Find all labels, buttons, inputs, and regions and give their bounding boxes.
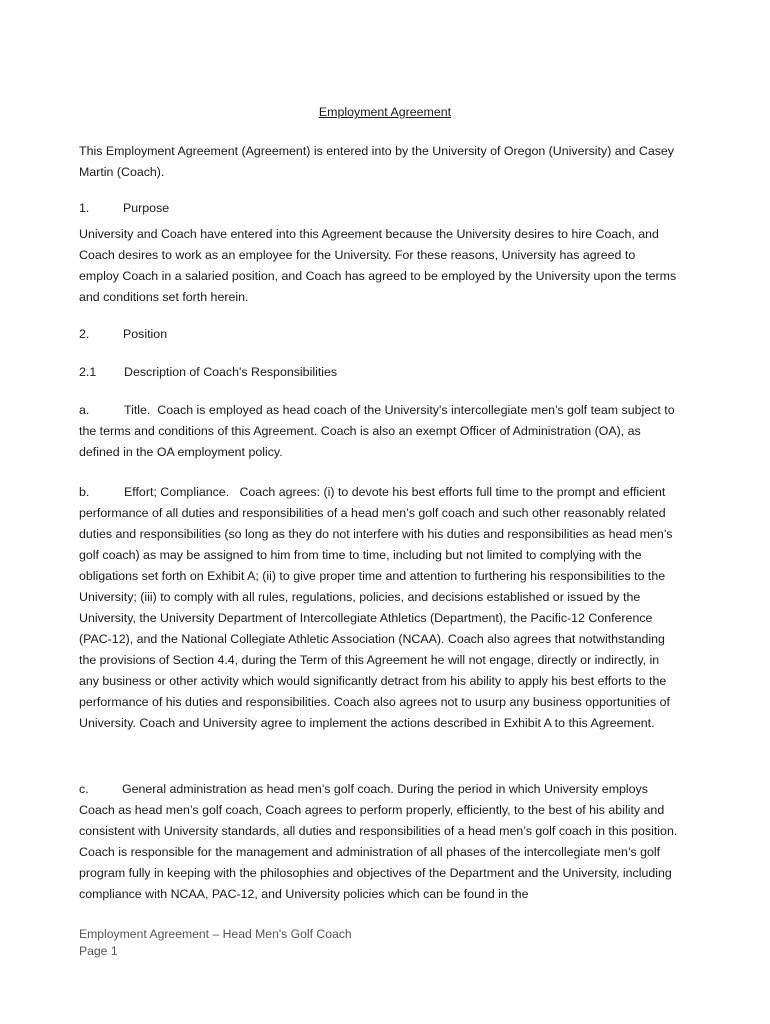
section-number: 2.	[79, 327, 90, 341]
intro-paragraph: This Employment Agreement (Agreement) is entered into by the University of Oregon (University) and Casey Martin (Coach).	[79, 144, 675, 179]
item-text: Coach is employed as head coach of the University's intercollegiate men’s golf team subject to the terms and conditions of this Agreement. Coach is also an exempt Officer of Administration (OA), as defined in the OA employment policy.	[79, 403, 675, 459]
item-label: a.	[79, 403, 90, 417]
item-heading: Effort; Compliance.	[124, 485, 230, 499]
document-title: Employment Agreement	[318, 105, 452, 119]
section-2-heading	[79, 324, 679, 345]
section-number: 2.1	[79, 365, 97, 379]
paragraph-b	[79, 482, 679, 734]
item-label: c.	[79, 782, 89, 796]
section-heading-text: Purpose	[123, 201, 170, 215]
section-2-1-heading	[79, 362, 679, 383]
section-1-heading	[79, 198, 679, 219]
page-number: Page 1	[79, 944, 118, 958]
section-number: 1.	[79, 201, 90, 215]
item-text: Coach agrees: (i) to devote his best efforts full time to the prompt and efficient performance of all duties and responsibilities of a head men’s golf coach and such other reasonably related duties and responsibilities (so long as they do not interfere with his duties and responsibilities as head men’s golf coach) as may be assigned to him from time to time, including but not limited to complying with the obligations set forth on Exhibit A; (ii) to give proper time and attention to furthering his responsibilities to the University; (iii) to comply with all rules, regulations, policies, and decisions established or issued by the University, the University Department of Intercollegiate Athletics (Department), the Pacific-12 Conference (PAC-12), and the National Collegiate Athletic Association (NCAA). Coach also agrees that notwithstanding the provisions of Section 4.4, during the Term of this Agreement he will not engage, directly or indirectly, in any business or other activity which would significantly detract from his ability to apply his best efforts to the performance of his duties and responsibilities. Coach also agrees not to usurp any business opportunities of University. Coach and University agree to implement the actions described in Exhibit A to this Agreement.	[79, 485, 673, 730]
item-heading: Title.	[124, 403, 151, 417]
section-1-paragraph: University and Coach have entered into this Agreement because the University desires to hire Coach, and Coach desires to work as an employee for the University. For these reasons, University has agreed to employ Coach in a salaried position, and Coach has agreed to be employed by the University upon the terms and conditions set forth herein.	[79, 227, 677, 304]
paragraph-a	[79, 400, 679, 463]
section-heading-text: Description of Coach's Responsibilities	[124, 365, 338, 379]
item-label: b.	[79, 485, 90, 499]
page-footer	[79, 926, 352, 960]
item-text: General administration as head men’s golf coach. During the period in which University employs Coach as head men’s golf coach, Coach agrees to perform properly, efficiently, to the best of his ability and consistent with University standards, all duties and responsibilities of a head men’s golf coach in this position. Coach is responsible for the management and administration of all phases of the intercollegiate men’s golf program fully in keeping with the philosophies and objectives of the Department and the University, including compliance with NCAA, PAC-12, and University policies which can be found in the	[79, 782, 678, 901]
section-heading-text: Position	[123, 327, 168, 341]
footer-title: Employment Agreement – Head Men's Golf Coach	[79, 927, 352, 941]
paragraph-c	[79, 779, 679, 905]
